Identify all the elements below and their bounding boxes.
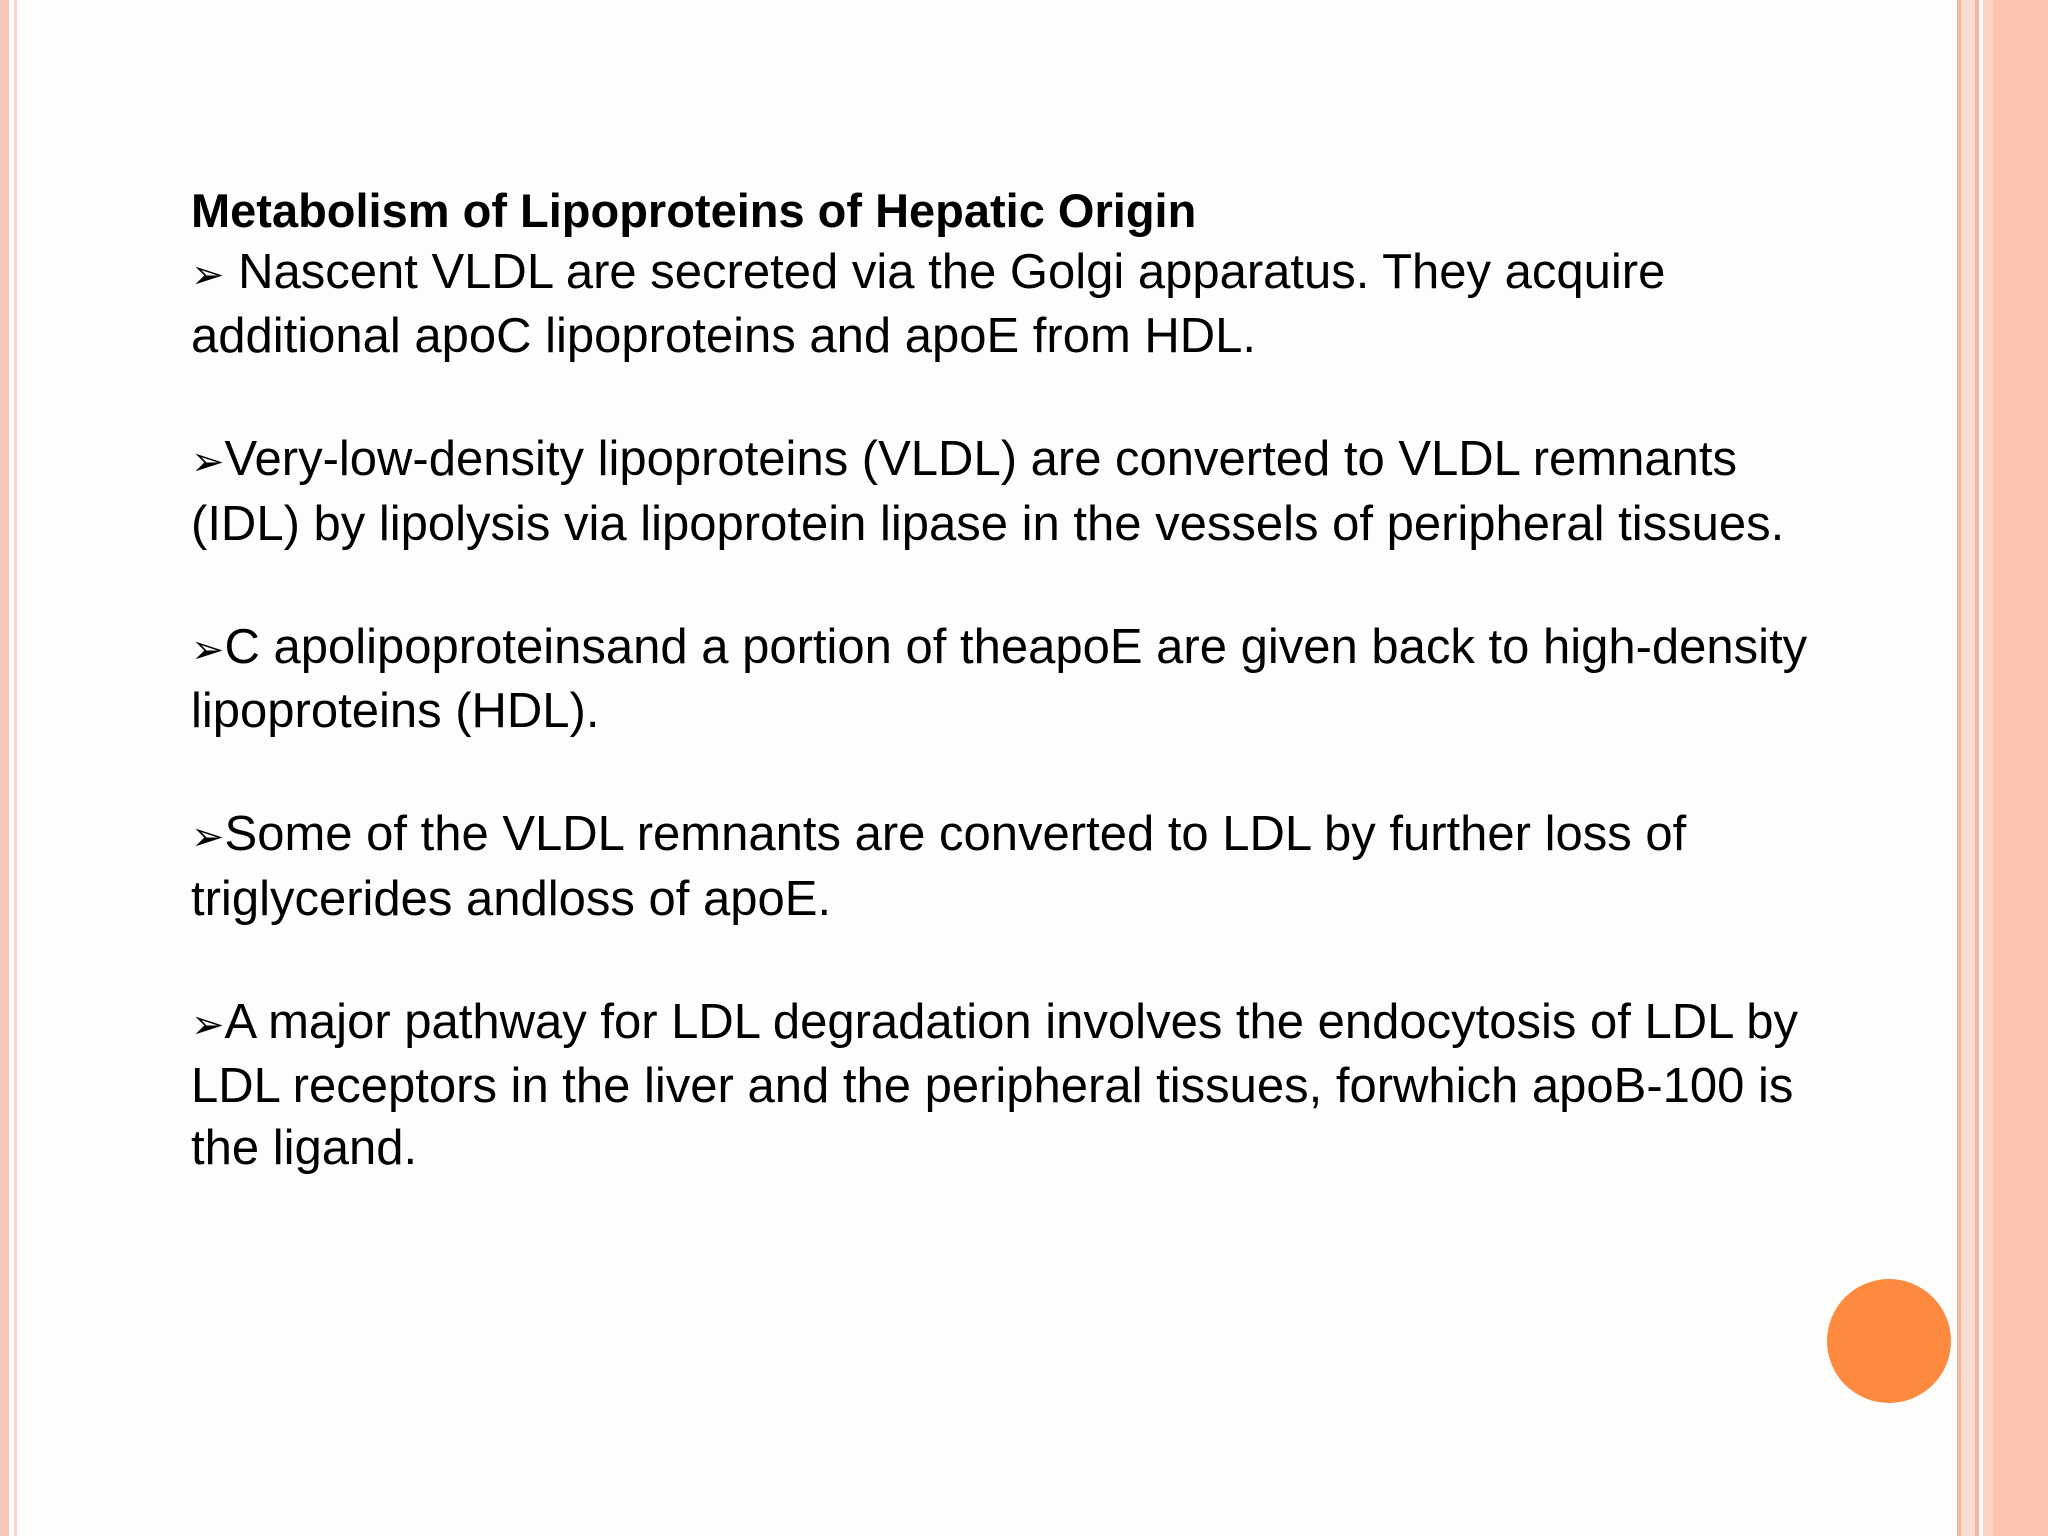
bullet-text: A major pathway for LDL degradation involves the endocytosis of LDL by LDL receptors in the liver and the peripheral tissues, forwhich apoB-100 is the ligand. — [191, 994, 1798, 1175]
arrow-bullet-icon: ➢ — [191, 439, 225, 485]
bullet-paragraph — [191, 617, 1811, 743]
arrow-bullet-icon: ➢ — [191, 626, 225, 673]
right-border-band — [1983, 0, 1993, 1536]
bullet-text: Some of the VLDL remnants are converted to LDL by further loss of triglycerides andloss of apoE. — [191, 807, 1687, 926]
arrow-bullet-icon: ➢ — [191, 1001, 225, 1048]
bullet-text: Very-low-density lipoproteins (VLDL) are converted to VLDL remnants (IDL) by lipolysis via lipoprotein lipase in the vessels of peripheral tissues. — [191, 432, 1785, 551]
bullet-paragraph — [191, 992, 1811, 1180]
arrow-bullet-icon: ➢ — [191, 251, 225, 298]
right-border-band — [1961, 0, 1975, 1536]
orange-circle-decoration — [1827, 1279, 1951, 1403]
right-border-band — [1993, 0, 2048, 1536]
bullet-paragraph — [191, 242, 1811, 368]
left-border-band — [0, 0, 9, 1536]
bullet-text: Nascent VLDL are secreted via the Golgi apparatus. They acquire additional apoC lipoproteins and apoE from HDL. — [191, 244, 1666, 363]
bullet-text: C apolipoproteinsand a portion of theapoE are given back to high-density lipoproteins (HDL). — [191, 619, 1808, 738]
bullet-paragraph — [191, 804, 1811, 930]
slide-title: Metabolism of Lipoproteins of Hepatic Origin — [191, 184, 1197, 237]
right-border-line — [1975, 0, 1979, 1536]
arrow-bullet-icon: ➢ — [191, 814, 225, 860]
left-border-line — [14, 0, 17, 1536]
slide-body — [191, 180, 1811, 1179]
bullet-paragraph — [191, 429, 1811, 555]
